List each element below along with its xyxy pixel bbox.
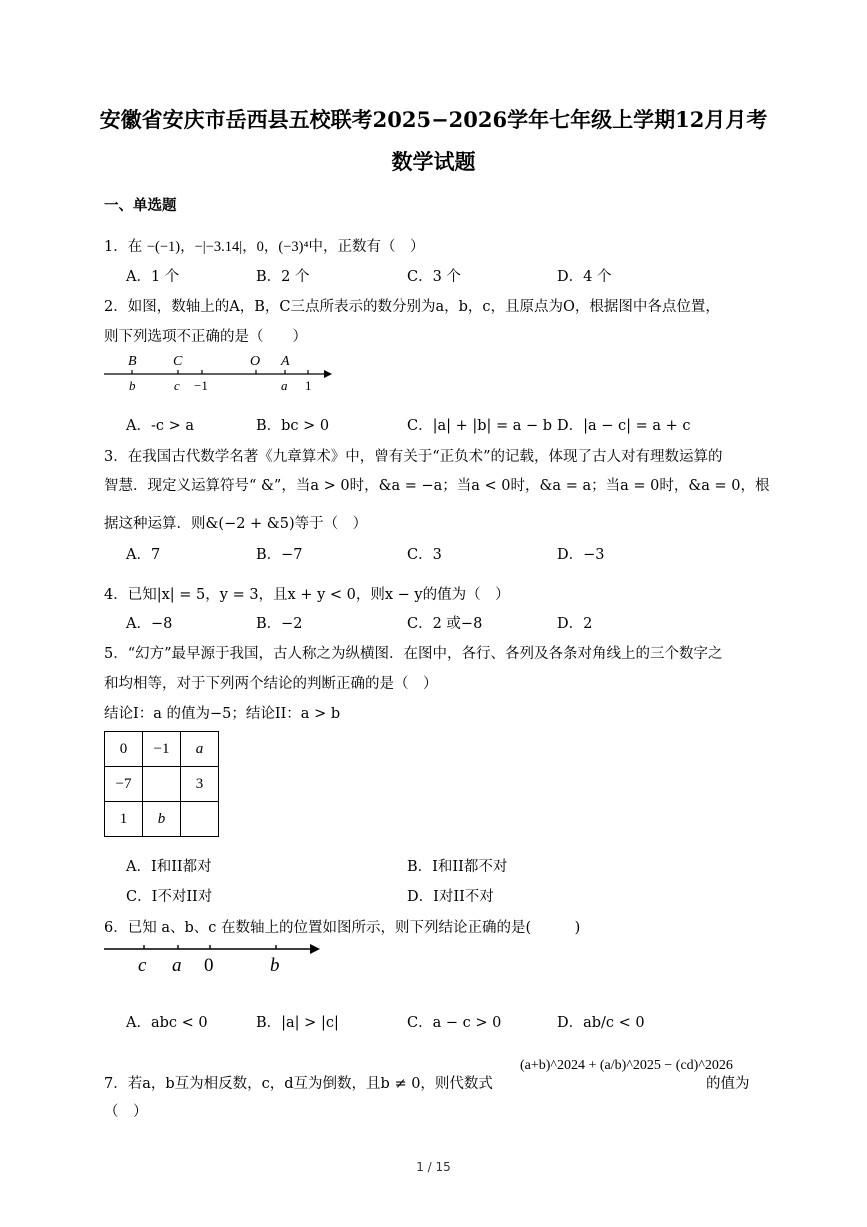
q5-line1: 5．“幻方”最早源于我国，古人称之为纵横图．在图中，各行、各列及各条对角线上的三个数字之 <box>104 646 723 662</box>
q1-option-a: A．1 个 <box>126 269 180 285</box>
label-a-upper: A <box>281 354 290 369</box>
cell-r2c2 <box>143 767 181 802</box>
q1-suffix: 中，正数有（ ） <box>308 239 425 255</box>
cell-r3c1: 1 <box>105 802 143 837</box>
label-o-upper: O <box>250 354 261 369</box>
cell-r3c2: b <box>143 802 181 837</box>
q1-option-d: D．4 个 <box>557 269 612 285</box>
label-c-lower: c <box>174 378 180 393</box>
q3-option-a: A．7 <box>126 547 161 563</box>
q5-line2: 和均相等，对于下列两个结论的判断正确的是（ ） <box>104 676 438 692</box>
q4-line1: 4．已知|x| = 5，y = 3，且x + y < 0，则x − y的值为（ ） <box>104 587 510 603</box>
label-b-lower: b <box>129 378 136 393</box>
q6-option-c: C．a − c > 0 <box>407 1015 502 1031</box>
magic-square <box>104 731 219 837</box>
cell-r1c3: a <box>181 732 219 767</box>
q5-option-b: B．I和II都不对 <box>407 859 508 875</box>
page-number: 1 / 15 <box>416 1160 451 1174</box>
q6-option-a: A．abc < 0 <box>126 1015 208 1031</box>
q3-option-b: B．−7 <box>256 547 303 563</box>
q4-option-a: A．−8 <box>126 616 173 632</box>
cell-r1c1: 0 <box>105 732 143 767</box>
q7-line1-suffix: 的值为 <box>706 1076 750 1092</box>
q6-label-b: b <box>270 955 280 976</box>
question-1 <box>104 235 425 256</box>
label-b-upper: B <box>128 354 137 369</box>
page-subtitle: 数学试题 <box>391 149 476 174</box>
q2-option-a: A．-c > a <box>126 418 195 434</box>
q6-option-d: D．ab/c < 0 <box>557 1015 645 1031</box>
q2-number-line <box>100 348 340 396</box>
q2-option-c: C．|a| + |b| = a − b <box>407 418 553 434</box>
label-minus-one: −1 <box>194 378 208 393</box>
label-one: 1 <box>305 378 312 393</box>
q2-line2: 则下列选项不正确的是（ ） <box>104 329 307 345</box>
cell-r1c2: −1 <box>143 732 181 767</box>
cell-r2c1: −7 <box>105 767 143 802</box>
q6-line1: 6．已知 a、b、c 在数轴上的位置如图所示，则下列结论正确的是( ) <box>104 920 581 936</box>
q1-option-b: B．2 个 <box>256 269 310 285</box>
q6-number-line <box>100 940 330 978</box>
q6-label-zero: 0 <box>204 955 214 976</box>
page-title: 安徽省安庆市岳西县五校联考2025−2026学年七年级上学期12月月考 <box>99 107 768 132</box>
q3-option-c: C．3 <box>407 547 442 563</box>
q5-option-c: C．I不对II对 <box>126 889 213 905</box>
q5-option-a: A．I和II都对 <box>126 859 212 875</box>
q5-option-d: D．I对II不对 <box>407 889 494 905</box>
q3-line1: 3．在我国古代数学名著《九章算术》中，曾有关于“正负术”的记载，体现了古人对有理数运算的 <box>104 449 723 465</box>
q1-option-c: C．3 个 <box>407 269 461 285</box>
q2-line1: 2．如图，数轴上的A，B，C三点所表示的数分别为a，b，c，且原点为O，根据图中各点位置， <box>104 299 720 315</box>
q5-line3: 结论I：a 的值为−5；结论II：a > b <box>104 706 341 722</box>
q1-prefix: 1． <box>104 239 128 255</box>
cell-r3c3 <box>181 802 219 837</box>
q7-line2: （ ） <box>104 1104 148 1120</box>
q6-option-b: B．|a| > |c| <box>256 1015 339 1031</box>
q2-option-d: D．|a − c| = a + c <box>557 418 691 434</box>
section-heading: 一、单选题 <box>104 197 177 214</box>
q1-expression: −(−1)，−|−3.14|，0，(−3)⁴ <box>146 239 309 255</box>
cell-r2c3: 3 <box>181 767 219 802</box>
q3-line3: 据这种运算．则&(−2 + &5)等于（ ） <box>104 516 368 532</box>
q4-option-c: C．2 或−8 <box>407 616 483 632</box>
q3-line2: 智慧．现定义运算符号“ &”，当a > 0时，&a = −a；当a < 0时，&a = a；当a = 0时，&a = 0，根 <box>104 478 770 494</box>
label-c-upper: C <box>173 354 183 369</box>
q2-option-b: B．bc > 0 <box>256 418 330 434</box>
q6-label-c: c <box>138 955 147 976</box>
q6-label-a: a <box>172 955 182 976</box>
q4-option-d: D．2 <box>557 616 593 632</box>
q1-prefix-text: 在 <box>127 239 143 255</box>
q7-line1-prefix: 7．若a，b互为相反数，c，d互为倒数，且b ≠ 0，则代数式 <box>104 1076 493 1092</box>
q4-option-b: B．−2 <box>256 616 303 632</box>
label-a-lower: a <box>281 378 288 393</box>
q3-option-d: D．−3 <box>557 547 605 563</box>
q7-expression: (a+b)^2024 + (a/b)^2025 − (cd)^2026 <box>520 1058 733 1073</box>
